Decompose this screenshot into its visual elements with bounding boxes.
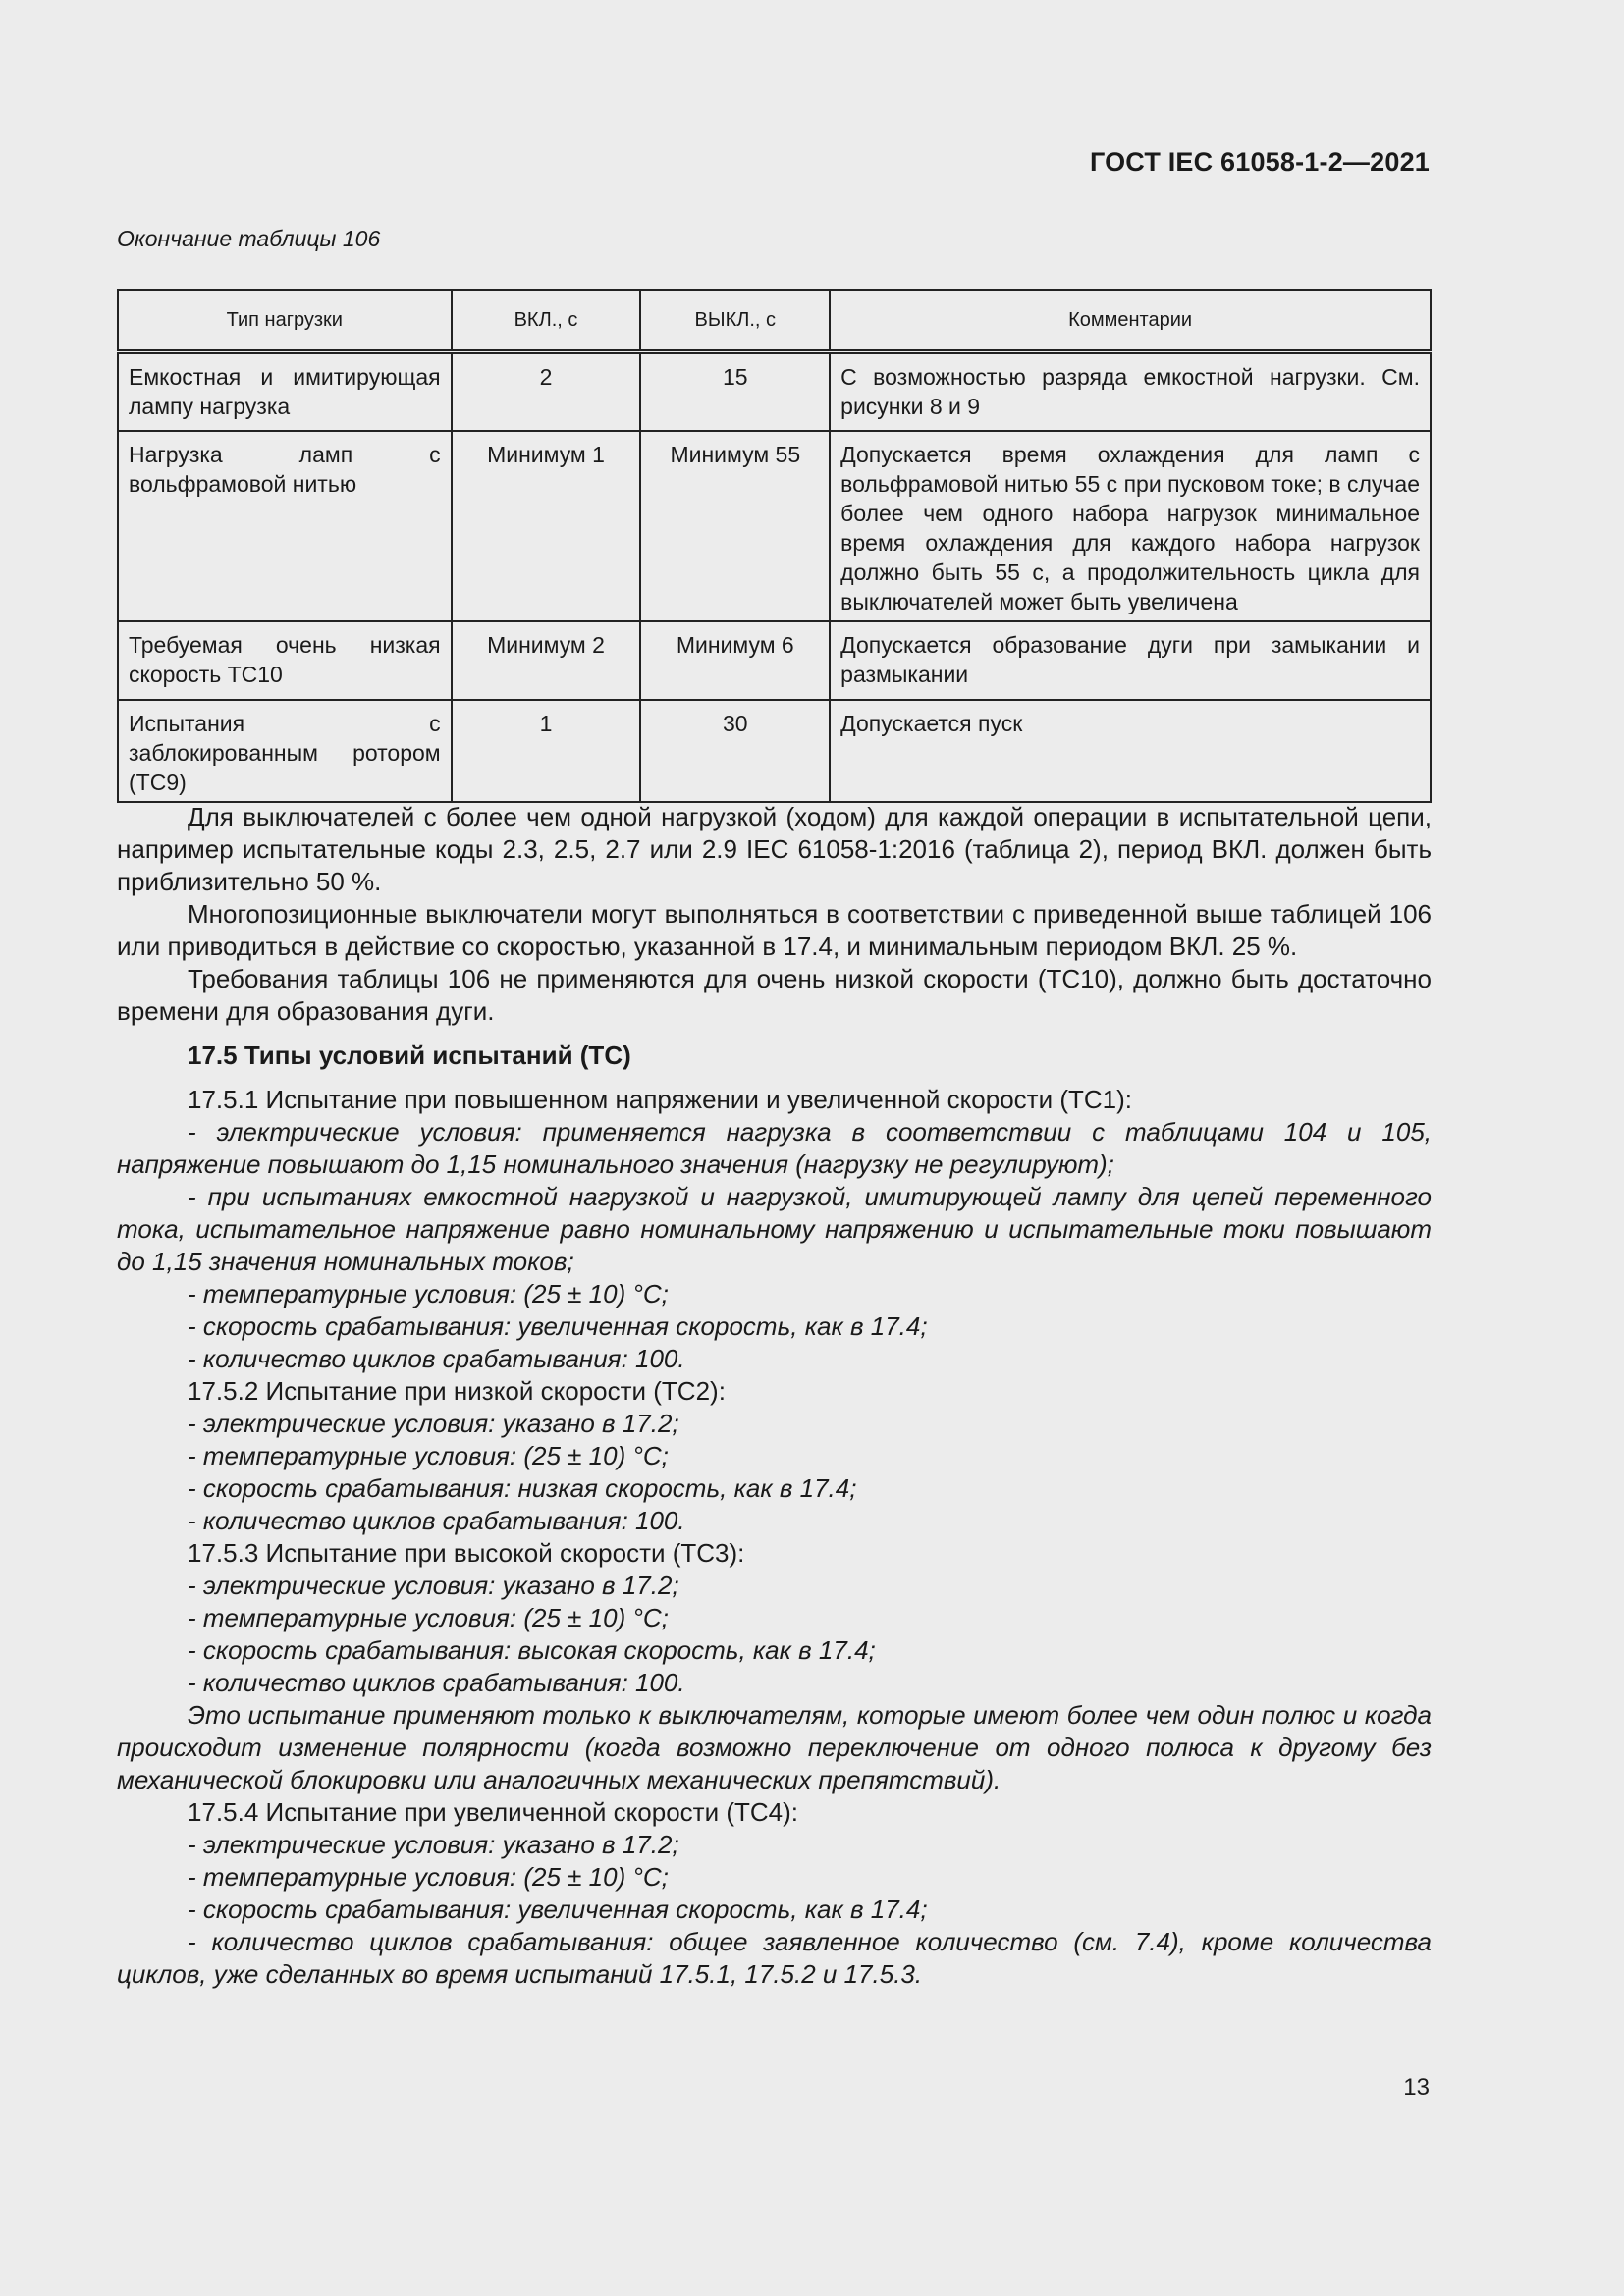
subsection-title: 17.5.3 Испытание при высокой скорости (ТС3):: [188, 1538, 745, 1568]
list-item: - количество циклов срабатывания: общее заявленное количество (см. 7.4), кроме количества циклов, уже сделанных во время испытаний 17.5.1, 17.5.2 и 17.5.3.: [117, 1927, 1432, 1989]
table-row: [118, 700, 1431, 802]
table-row: [118, 621, 1431, 700]
table-row: [118, 352, 1431, 431]
cell-off: 15: [640, 352, 830, 431]
subsection-title: 17.5.1 Испытание при повышенном напряжении и увеличенной скорости (ТС1):: [188, 1085, 1132, 1114]
cell-on: 2: [452, 352, 641, 431]
subsection-title: 17.5.4 Испытание при увеличенной скорости (ТС4):: [188, 1797, 798, 1827]
list-item: - скорость срабатывания: увеличенная скорость, как в 17.4;: [188, 1311, 928, 1341]
body-text: [117, 801, 1432, 1991]
paragraph: Для выключателей с более чем одной нагрузкой (ходом) для каждой операции в испытательной цепи, например испытательные коды 2.3, 2.5, 2.7 или 2.9 IEC 61058-1:2016 (таблица 2), период ВКЛ. должен быть приблизительно 50 %.: [117, 802, 1432, 896]
cell-comment: Допускается время охлаждения для ламп с вольфрамовой нитью 55 с при пусковом токе; в случае более чем одного набора нагрузок минимальное время охлаждения для каждого набора нагрузок должно быть 55 с, а продолжительность цикла для выключателей может быть увеличена: [830, 431, 1431, 621]
table-caption: Окончание таблицы 106: [117, 226, 381, 251]
header-on: ВКЛ., с: [452, 290, 641, 352]
list-item: - скорость срабатывания: высокая скорость, как в 17.4;: [188, 1635, 876, 1665]
list-item: - электрические условия: указано в 17.2;: [188, 1571, 679, 1600]
list-item: - электрические условия: применяется нагрузка в соответствии с таблицами 104 и 105, напряжение повышают до 1,15 номинального значения (нагрузку не регулируют);: [117, 1117, 1432, 1179]
cell-comment: Допускается образование дуги при замыкании и размыкании: [830, 621, 1431, 700]
list-item: - электрические условия: указано в 17.2;: [188, 1830, 679, 1859]
paragraph: Требования таблицы 106 не применяются для очень низкой скорости (ТС10), должно быть достаточно времени для образования дуги.: [117, 964, 1432, 1026]
list-item: - скорость срабатывания: низкая скорость, как в 17.4;: [188, 1473, 857, 1503]
header-load-type: Тип нагрузки: [118, 290, 452, 352]
cell-off: 30: [640, 700, 830, 802]
cell-off: Минимум 6: [640, 621, 830, 700]
cell-on: Минимум 1: [452, 431, 641, 621]
list-item: - электрические условия: указано в 17.2;: [188, 1409, 679, 1438]
list-item: - температурные условия: (25 ± 10) °С;: [188, 1279, 669, 1308]
cell-comment: Допускается пуск: [830, 700, 1431, 802]
cell-on: 1: [452, 700, 641, 802]
document-id: ГОСТ IEC 61058-1-2—2021: [1089, 147, 1430, 177]
subsection-title: 17.5.2 Испытание при низкой скорости (ТС2):: [188, 1376, 726, 1406]
cell-load-type: Емкостная и имитирующая лампу нагрузка: [118, 352, 452, 431]
cell-comment: С возможностью разряда емкостной нагрузки. См. рисунки 8 и 9: [830, 352, 1431, 431]
cell-load-type: Нагрузка ламп с вольфрамовой нитью: [118, 431, 452, 621]
header-off: ВЫКЛ., с: [640, 290, 830, 352]
list-item: - температурные условия: (25 ± 10) °С;: [188, 1862, 669, 1892]
cell-on: Минимум 2: [452, 621, 641, 700]
list-item: - температурные условия: (25 ± 10) °С;: [188, 1441, 669, 1470]
header-comments: Комментарии: [830, 290, 1431, 352]
table-106: [117, 289, 1432, 803]
list-item: - температурные условия: (25 ± 10) °С;: [188, 1603, 669, 1632]
list-item: - количество циклов срабатывания: 100.: [188, 1506, 685, 1535]
cell-off: Минимум 55: [640, 431, 830, 621]
cell-load-type: Требуемая очень низкая скорость ТС10: [118, 621, 452, 700]
page-number: 13: [1403, 2074, 1430, 2101]
note-paragraph: Это испытание применяют только к выключателям, которые имеют более чем один полюс и когда происходит изменение полярности (когда возможно переключение от одного полюса к другому без механической блокировки или аналогичных механических препятствий).: [117, 1700, 1432, 1794]
cell-load-type: Испытания с заблокированным ротором (ТС9): [118, 700, 452, 802]
table-header-row: [118, 290, 1431, 352]
list-item: - количество циклов срабатывания: 100.: [188, 1344, 685, 1373]
list-item: - скорость срабатывания: увеличенная скорость, как в 17.4;: [188, 1895, 928, 1924]
list-item: - количество циклов срабатывания: 100.: [188, 1668, 685, 1697]
section-heading: 17.5 Типы условий испытаний (ТС): [188, 1041, 631, 1070]
list-item: - при испытаниях емкостной нагрузкой и нагрузкой, имитирующей лампу для цепей переменного тока, испытательное напряжение равно номинальному напряжению и испытательные токи повышают до 1,15 значения номинальных токов;: [117, 1182, 1432, 1276]
table-row: [118, 431, 1431, 621]
paragraph: Многопозиционные выключатели могут выполняться в соответствии с приведенной выше таблицей 106 или приводиться в действие со скоростью, указанной в 17.4, и минимальным периодом ВКЛ. 25 %.: [117, 899, 1432, 961]
